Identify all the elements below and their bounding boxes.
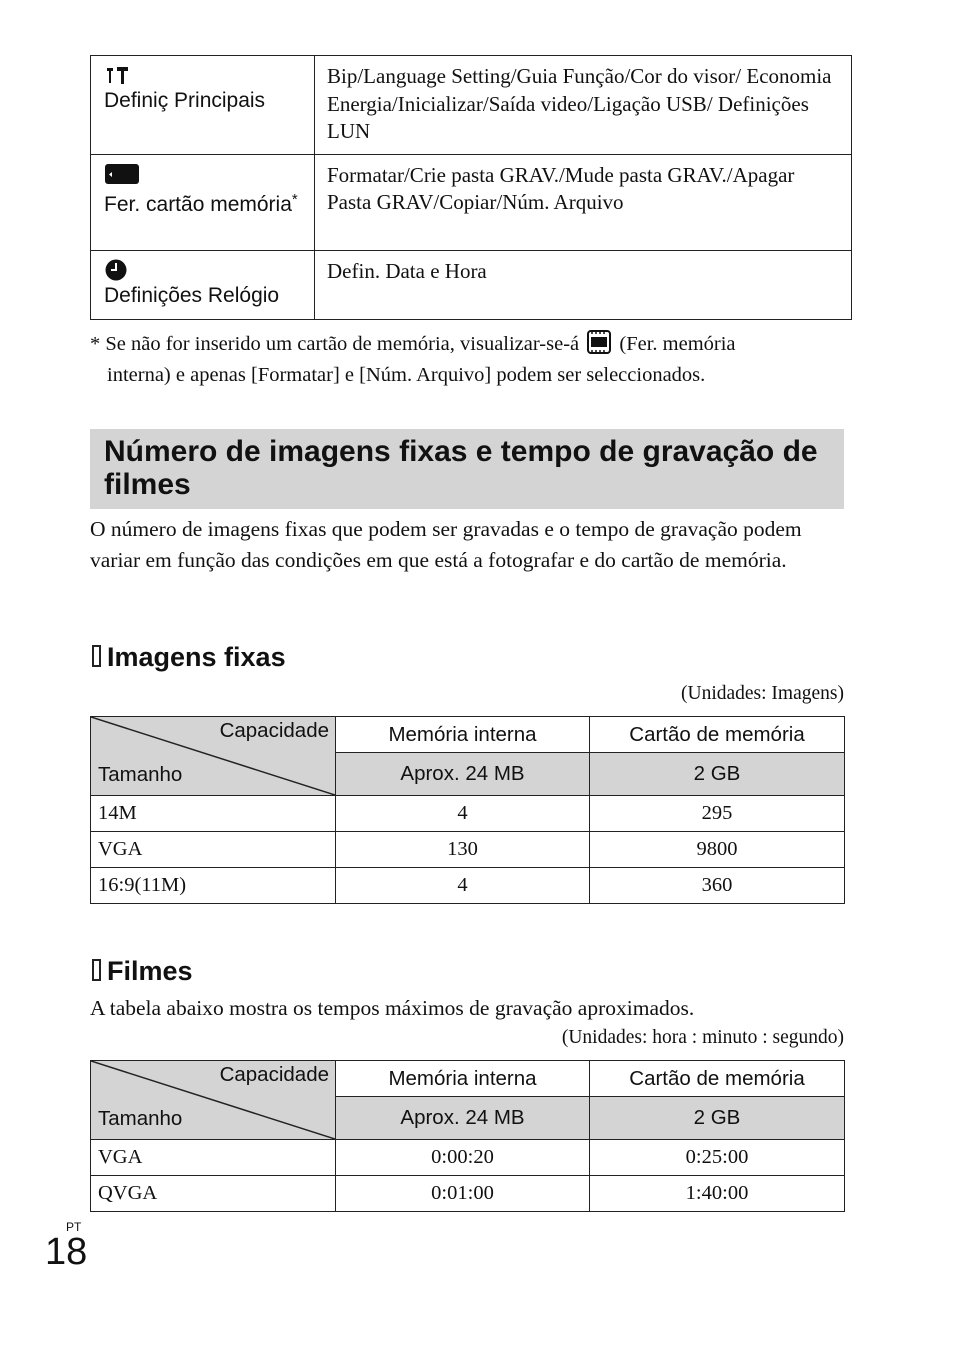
card-cell: 9800 — [590, 832, 845, 868]
settings-label-cell — [91, 154, 315, 250]
column-subheader: Aprox. 24 MB — [336, 753, 590, 796]
movies-table — [90, 1060, 845, 1212]
table-row — [91, 1140, 845, 1176]
size-cell: VGA — [91, 832, 336, 868]
diagonal-header-cell — [91, 717, 336, 796]
card-cell: 1:40:00 — [590, 1176, 845, 1212]
still-images-table — [90, 716, 845, 904]
section-title: Número de imagens fixas e tempo de gravação de filmes — [90, 429, 844, 509]
internal-memory-icon — [586, 330, 612, 362]
settings-content: Formatar/Crie pasta GRAV./Mude pasta GRAV./Apagar Pasta GRAV/Copiar/Núm. Arquivo — [315, 154, 852, 250]
card-cell: 295 — [590, 796, 845, 832]
column-header: Memória interna — [336, 1061, 590, 1097]
column-header: Cartão de memória — [590, 717, 845, 753]
heading-text: Filmes — [107, 956, 193, 986]
column-subheader: Aprox. 24 MB — [336, 1097, 590, 1140]
memory-card-icon — [104, 163, 304, 185]
settings-label: Definiç Principais — [104, 89, 266, 112]
capacity-label: Capacidade — [219, 719, 329, 742]
column-header: Cartão de memória — [590, 1061, 845, 1097]
size-label: Tamanho — [98, 1107, 183, 1130]
table-row — [91, 1176, 845, 1212]
table-row — [91, 796, 845, 832]
size-cell: 14M — [91, 796, 336, 832]
movies-heading — [92, 955, 193, 987]
internal-cell: 130 — [336, 832, 590, 868]
footnote-line: interna) e apenas [Formatar] e [Núm. Arquivo] podem ser seleccionados. — [107, 364, 706, 386]
movies-description: A tabela abaixo mostra os tempos máximos de gravação aproximados. — [90, 996, 695, 1020]
table-row — [91, 832, 845, 868]
still-images-heading — [92, 641, 286, 673]
diagonal-header-cell — [91, 1061, 336, 1140]
wrench-screwdriver-icon — [104, 64, 304, 86]
intro-paragraph: O número de imagens fixas que podem ser gravadas e o tempo de gravação podem variar em função das condições em que está a fotografar e do cartão de memória. — [90, 517, 802, 572]
settings-content: Bip/Language Setting/Guia Função/Cor do visor/ Economia Energia/Inicializar/Saída video/Ligação USB/ Definições LUN — [315, 56, 852, 155]
table-header-row — [91, 717, 845, 753]
settings-row — [91, 56, 852, 155]
settings-label: Definições Relógio — [104, 283, 280, 307]
settings-row — [91, 250, 852, 319]
heading-marker-icon — [92, 959, 101, 981]
card-cell: 360 — [590, 868, 845, 904]
internal-cell: 4 — [336, 796, 590, 832]
internal-cell: 0:00:20 — [336, 1140, 590, 1176]
movies-units: (Unidades: hora : minuto : segundo) — [561, 1027, 844, 1048]
language-code: PT — [66, 1220, 82, 1234]
card-cell: 0:25:00 — [590, 1140, 845, 1176]
heading-text: Imagens fixas — [107, 642, 286, 672]
internal-cell: 0:01:00 — [336, 1176, 590, 1212]
size-cell: 16:9(11M) — [91, 868, 336, 904]
column-header: Memória interna — [336, 717, 590, 753]
heading-marker-icon — [92, 645, 101, 667]
settings-row — [91, 154, 852, 250]
table-row — [91, 868, 845, 904]
size-label: Tamanho — [98, 763, 183, 786]
clock-icon — [104, 259, 304, 281]
column-subheader: 2 GB — [590, 753, 845, 796]
still-images-units: (Unidades: Imagens) — [681, 683, 844, 704]
settings-label: Fer. cartão memória — [104, 192, 292, 216]
footnote-line — [90, 330, 850, 362]
size-cell: QVGA — [91, 1176, 336, 1212]
capacity-label: Capacidade — [219, 1063, 329, 1086]
column-subheader: 2 GB — [590, 1097, 845, 1140]
internal-cell: 4 — [336, 868, 590, 904]
settings-label-cell — [91, 250, 315, 319]
footnote — [90, 330, 850, 389]
table-header-row — [91, 1061, 845, 1097]
settings-label-cell — [91, 56, 315, 155]
page-number: 18 — [45, 1231, 88, 1273]
footnote-marker: * — [291, 190, 298, 208]
settings-content: Defin. Data e Hora — [315, 250, 852, 319]
settings-table — [90, 55, 852, 320]
footnote-text: * Se não for inserido um cartão de memória, visualizar-se-á — [90, 333, 580, 355]
size-cell: VGA — [91, 1140, 336, 1176]
footnote-text: (Fer. memória — [619, 333, 736, 355]
